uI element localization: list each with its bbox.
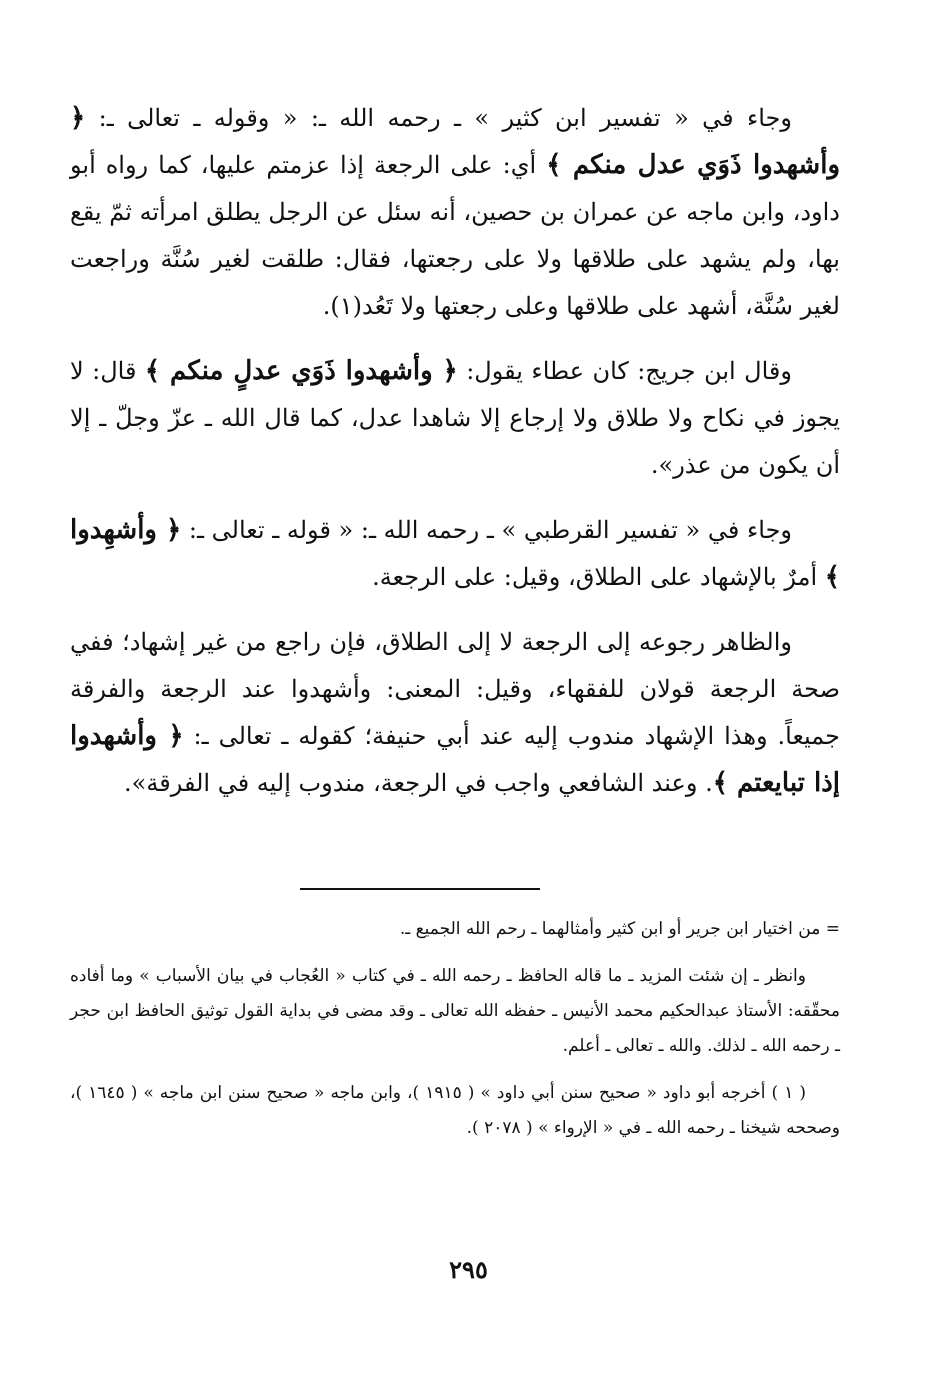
- quran-verse: ﴿ وأشهدوا ذَوَي عدلٍ منكم ﴾: [144, 356, 458, 386]
- paragraph-text: وقال ابن جريج: كان عطاء يقول:: [457, 357, 792, 385]
- paragraph-text: قال: لا يجوز في نكاح ولا طلاق ولا إرجاع إلا شاهدا عدل، كما قال الله ـ عزّ وجلّ ـ إلا أن يكون من عذر».: [70, 357, 840, 479]
- paragraph-qurtubi: [70, 507, 840, 601]
- paragraph-text: وجاء في « تفسير القرطبي » ـ رحمه الله ـ: « قوله ـ تعالى ـ:: [181, 516, 793, 544]
- paragraph-text: أي: على الرجعة إذا عزمتم عليها، كما رواه أبو داود، وابن ماجه عن عمران بن حصين، أنه سئل عن الرجل يطلق امرأته ثمّ يقع بها، ولم يشهد على طلاقها ولا على رجعتها، فقال: طلقت لغير سُنَّة وراجعت لغير سُنَّة، أشهد على طلاقها وعلى رجعتها ولا تَعُد(١).: [70, 151, 840, 320]
- footnotes: [70, 912, 840, 1158]
- footnote-continuation: = من اختيار ابن جرير أو ابن كثير وأمثالهما ـ رحم الله الجميع ـ.: [399, 919, 840, 939]
- footnote-separator: [300, 888, 540, 890]
- paragraph-text: وجاء في « تفسير ابن كثير » ـ رحمه الله ـ: « وقوله ـ تعالى ـ:: [85, 104, 792, 132]
- paragraph-ibn-jurayj: [70, 348, 840, 489]
- paragraph-text: والظاهر رجوعه إلى الرجعة لا إلى الطلاق، فإن راجع من غير إشهاد؛ ففي صحة الرجعة قولان للفقهاء، وقيل: المعنى: وأشهدوا عند الرجعة والفرقة جميعاً. وهذا الإشهاد مندوب إليه عند أبي حنيفة؛ كقوله ـ تعالى ـ:: [70, 628, 840, 750]
- paragraph-ibn-kathir: [70, 95, 840, 330]
- main-text: [70, 95, 840, 825]
- footnote-1: ( ١ ) أخرجه أبو داود « صحيح سنن أبي داود » ( ١٩١٥ )، وابن ماجه « صحيح سنن ابن ماجه » ( ١٦٤٥ )، وصححه شيخنا ـ رحمه الله ـ في « الإرواء » ( ٢٠٧٨ ).: [70, 1083, 840, 1138]
- paragraph-text: أمرٌ بالإشهاد على الطلاق، وقيل: على الرجعة.: [372, 563, 825, 591]
- quran-verse: ﴿ وأشهِدوا ﴾: [70, 515, 840, 592]
- paragraph-zahir: [70, 619, 840, 807]
- footnote-see-also: وانظر ـ إن شئت المزيد ـ ما قاله الحافظ ـ رحمه الله ـ في كتاب « العُجاب في بيان الأسباب » وما أفاده محقّقه: الأستاذ عبدالحكيم محمد الأنيس ـ حفظه الله تعالى ـ وقد مضى في بداية القول توثيق الحافظ ابن حجر ـ رحمه الله ـ لذلك. والله ـ تعالى ـ أعلم.: [70, 966, 840, 1056]
- quran-verse: ﴿ وأشهدوا إذا تبايعتم ﴾: [70, 721, 840, 798]
- paragraph-text: . وعند الشافعي واجب في الرجعة، مندوب إليه في الفرقة».: [124, 769, 713, 797]
- page-number: ٢٩٥: [449, 1255, 488, 1284]
- quran-verse: ﴿ وأشهدوا ذَوَي عدل منكم ﴾: [70, 103, 840, 180]
